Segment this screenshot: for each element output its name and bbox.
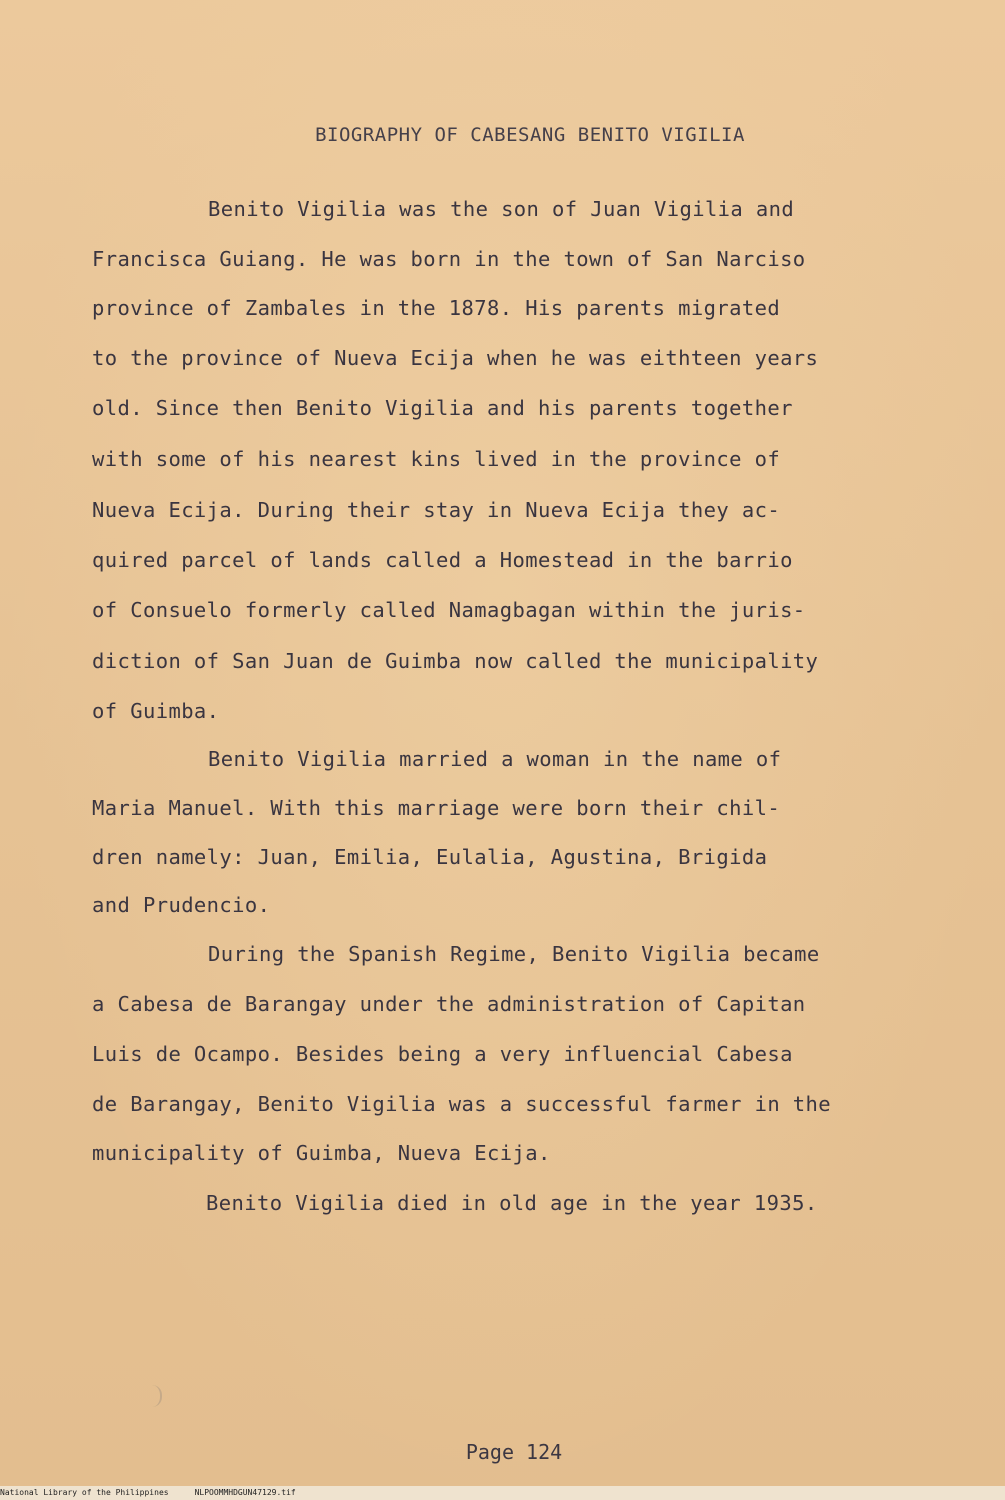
text-line: Benito Vigilia was the son of Juan Vigilia and: [208, 197, 795, 221]
text-line: diction of San Juan de Guimba now called the municipality: [92, 649, 819, 673]
text-line: old. Since then Benito Vigilia and his parents together: [92, 396, 793, 420]
text-line: Nueva Ecija. During their stay in Nueva Ecija they ac-: [92, 498, 781, 522]
text-line: Benito Vigilia died in old age in the year 1935.: [206, 1191, 818, 1215]
text-line: dren namely: Juan, Emilia, Eulalia, Agustina, Brigida: [92, 845, 768, 869]
document-title: BIOGRAPHY OF CABESANG BENITO VIGILIA: [315, 124, 745, 146]
text-line: a Cabesa de Barangay under the administration of Capitan: [92, 992, 806, 1016]
ink-mark: [150, 1385, 162, 1407]
text-line: Benito Vigilia married a woman in the name of: [208, 747, 782, 771]
text-line: of Guimba.: [92, 699, 220, 723]
scan-footer: [0, 1486, 322, 1500]
text-line: with some of his nearest kins lived in the province of: [92, 447, 781, 471]
text-line: Luis de Ocampo. Besides being a very influencial Cabesa: [92, 1042, 793, 1066]
text-line: of Consuelo formerly called Namagbagan within the juris-: [92, 598, 806, 622]
text-line: Francisca Guiang. He was born in the town of San Narciso: [92, 247, 806, 271]
text-line: During the Spanish Regime, Benito Vigilia became: [208, 942, 820, 966]
footer-file: NLPOOMMHDGUN47129.tif: [194, 1488, 296, 1497]
footer-library: National Library of the Philippines: [0, 1488, 169, 1497]
page-number: Page 124: [465, 1440, 563, 1464]
text-line: Maria Manuel. With this marriage were born their chil-: [92, 796, 781, 820]
text-line: and Prudencio.: [92, 893, 271, 917]
text-line: de Barangay, Benito Vigilia was a successful farmer in the: [92, 1092, 832, 1116]
text-line: municipality of Guimba, Nueva Ecija.: [92, 1141, 551, 1165]
text-line: quired parcel of lands called a Homestead in the barrio: [92, 548, 793, 572]
text-line: to the province of Nueva Ecija when he was eithteen years: [92, 346, 819, 370]
text-line: province of Zambales in the 1878. His parents migrated: [92, 296, 781, 320]
